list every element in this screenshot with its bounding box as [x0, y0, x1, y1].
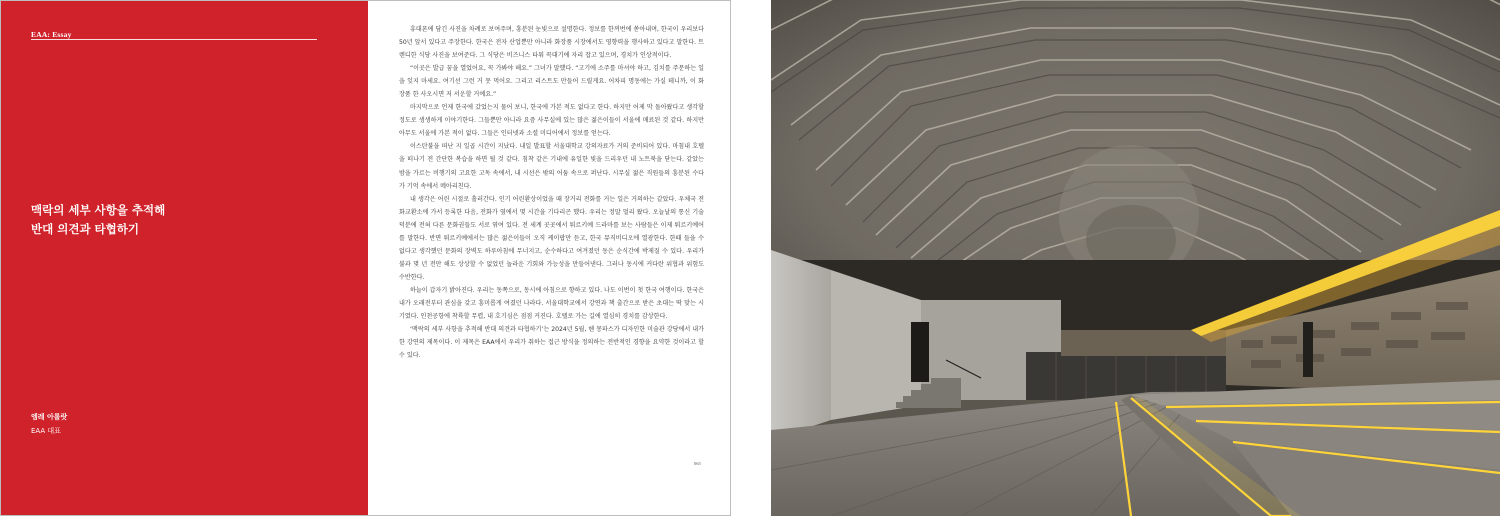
- essay-paragraph: 하늘이 갑자기 밝아진다. 우리는 동쪽으로, 동시에 아침으로 향하고 있다. 나도 이번이 첫 한국 여행이다. 한국은 내가 오래전부터 관심을 갖고 흥미롭게 여겼던 나라다. 서울대학교에서 강연과 책 출간으로 받은 초대는 딱 맞는 시기였다. 인천공항에 착륙할 무렵, 내 호기심은 점점 커진다. 호텔로 가는 길에 열심히 경치를 감상한다.: [399, 286, 704, 321]
- essay-title-line-1: 맥락의 세부 사항을 추적해: [31, 203, 166, 217]
- essay-paragraph: ‘맥락의 세부 사항을 추적해 반대 의견과 타협하기’는 2024년 5월, 헨 몽파스가 디자인한 미술관 강당에서 내가 한 강연의 제목이다. 이 제목은 EAA에서 우리가 취하는 접근 방식을 정의하는 전반적인 경향을 요약한 것이라고 할 수 있다.: [399, 326, 704, 360]
- page-number: 065: [694, 461, 701, 466]
- author-name: 엠레 아롤랏: [31, 413, 68, 421]
- essay-title-line-2: 반대 의견과 타협하기: [31, 222, 139, 236]
- architecture-photo: [771, 0, 1500, 516]
- essay-paragraph: 내 생각은 어린 시절로 흘러간다. 인기 어린환상이었을 때 장거리 전화를 거는 일은 거의하는 같았다. 우체국 전화교환소에 가서 등록한 다음, 전화가 옆에서 몇 시간을 기다리곤 했다. 우리는 정말 멀리 왔다. 오늘날의 통신 기술 덕분에 전혀 다른 문화권들도 서로 엮여 있다. 전 세계 곳곳에서 튀르키예 드라마를 보는 사람들은 이제 튀르키예어를 말한다. 반면 튀르키예에서는 많은 젊은이들이 오직 케이팝만 듣고, 한국 뮤직비디오에 열광한다. 한때 들을 수 없다고 생각했던 문화의 장벽도 하루아침에 무너지고, 순수하다고 여겨졌던 동은 순식간에 박제질 수 있다. 우리가 불과 몇 년 전만 해도 상상할 수 없었던 놀라운 기회와 가능성을 만들어낸다. 그러나 동시에 커다란 위협과 위험도 수반한다.: [399, 195, 704, 281]
- essay-body: [399, 23, 704, 362]
- section-label: EAA: Essay: [31, 30, 72, 39]
- author-role: EAA 대표: [31, 427, 61, 435]
- essay-paragraph: 이스탄불을 떠난 지 일곱 시간이 지났다. 내일 발표할 서울대학교 강의자료가 거의 준비되어 있다. 마침내 호텔을 떠나기 전 간단한 복습을 하면 될 것 같다. 침착 같은 기내에 유일한 빛을 드리우던 내 노트북을 닫는다. 같았는 밤을 가르는 비행기의 고요한 고독 속에서, 내 시선은 밖의 어둠 속으로 퍼난다. 시무실 젊은 직원들의 흥분된 수다가 기억 속에서 메아리친다.: [399, 143, 704, 190]
- essay-paragraph: 휴대폰에 담긴 사진을 차례로 보여주며, 흥분된 눈빛으로 설명한다. 정보를 한꺼번에 쏟아내며, 한국이 우리보다 50년 앞서 있다고 주장한다. 한국은 전자 산업뿐만 아니라 화장품 시장에서도 영향력을 행사하고 있다고 말한다. 트렌디한 식당 사진을 보여준다. 그 식당은 비즈니스 타워 꼭대기에 자리 잡고 있으며, 경치가 인상적이다.: [399, 26, 704, 60]
- essay-paragraph: “이곳은 발급 꿈을 열었어요, 꼭 가봐야 해요.” 그녀가 말했다. “고기에 소주를 마셔야 하고, 김치를 주문하는 일을 잊지 마세요. 여기선 그런 거 못 먹어요. 그리고 리스트도 만들어 드릴게요. 어차피 명동에는 가실 테니까, 이 화장품 한 사오시면 저 서운할 거예요.”: [399, 65, 704, 99]
- essay-title: [31, 201, 165, 239]
- red-title-panel: [1, 1, 368, 516]
- essay-paragraph: 마지막으로 언제 한국에 갔었는지 물어 보니, 한국에 가본 적도 없다고 한다. 하지만 어제 막 돌아왔다고 생각할 정도로 생생하게 이야기한다. 그들뿐만 아니라 요즘 사무실에 있는 많은 젊은이들이 서울에 매료된 것 같다. 하지만 아무도 서울에 가본 적이 없다. 그들은 인터넷과 소셜 미디어에서 정보를 얻는다.: [399, 104, 704, 138]
- left-page: [0, 0, 731, 516]
- auditorium-photo-illustration: [771, 0, 1500, 516]
- section-divider: [31, 39, 317, 40]
